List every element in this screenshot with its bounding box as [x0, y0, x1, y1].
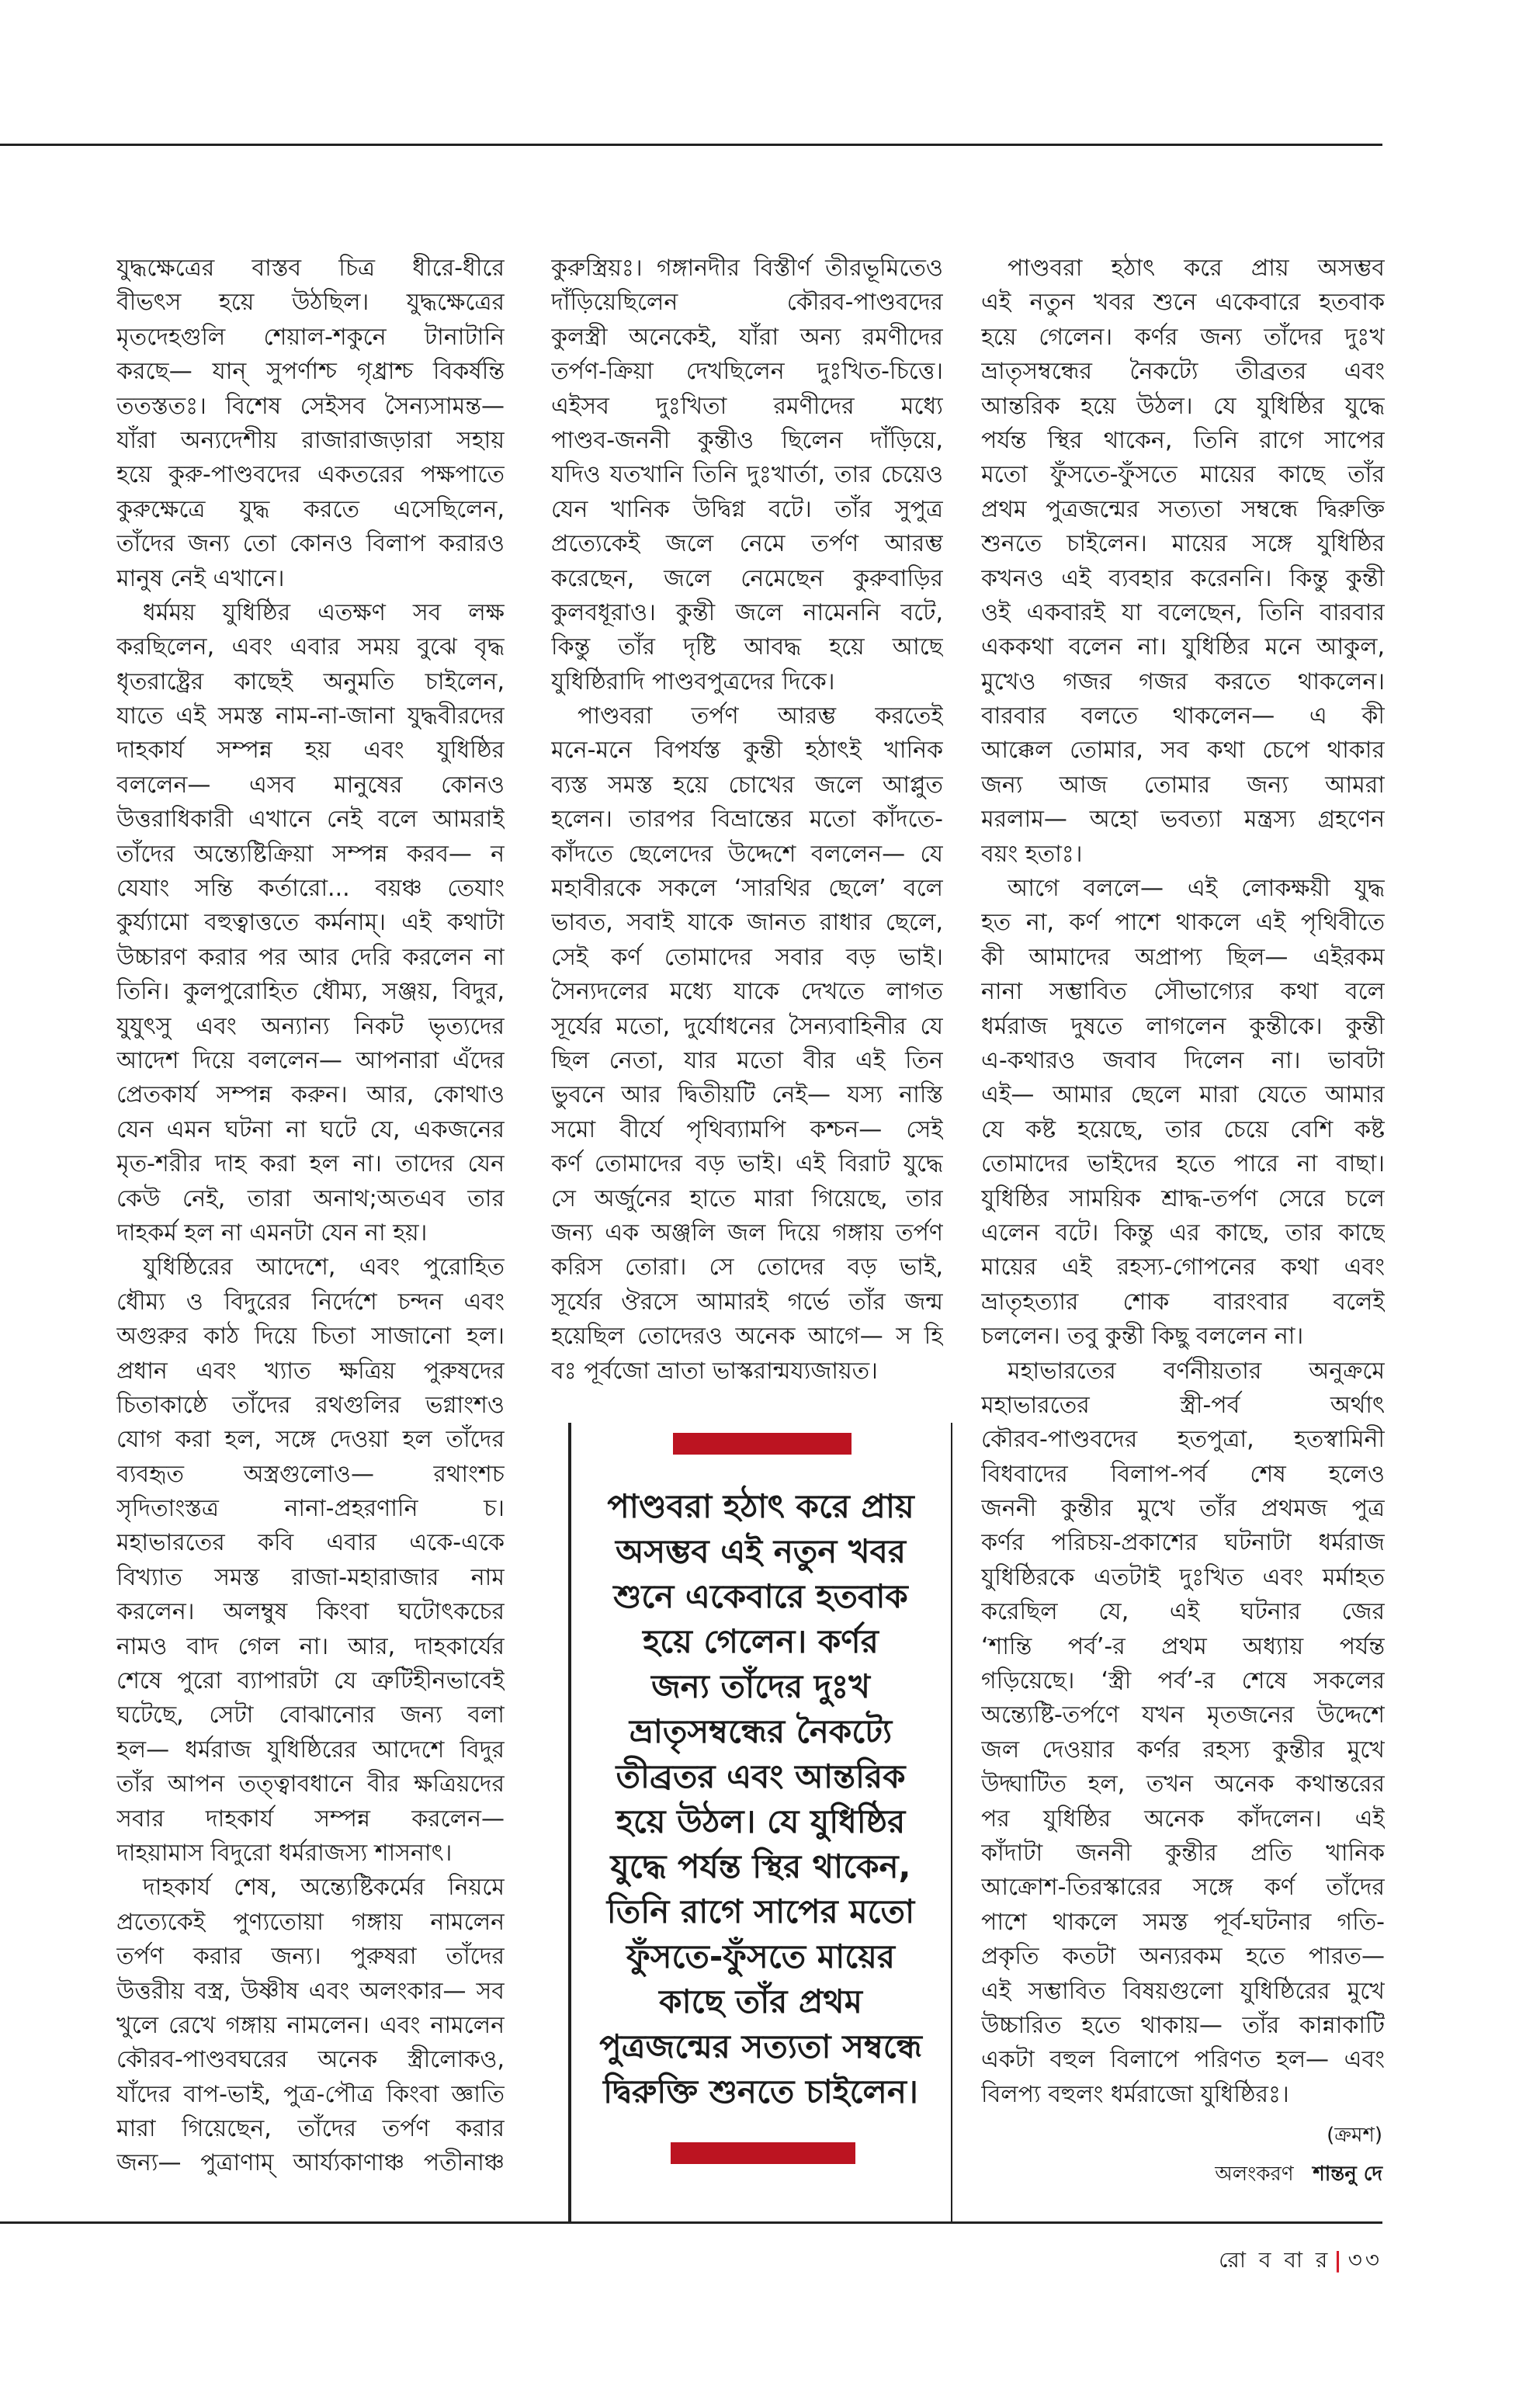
text-line: করলেন। অলম্বুষ কিংবা ঘটোৎকচের: [116, 1598, 505, 1626]
text-line: ছিল নেতা, যার মতো বীর এই তিন: [551, 1046, 943, 1074]
text-line: কৌরব-পাণ্ডবঘরের অনেক স্ত্রীলোকও,: [116, 2046, 505, 2074]
pull-quote-line: ফুঁসতে-ফুঁসতে মায়ের: [626, 1937, 895, 1975]
pull-quote-line: ভ্রাতৃসম্বন্ধের নৈকট্যে: [629, 1712, 893, 1750]
text-line: এ-কথারও জবাব দিলেন না। ভাবটা: [981, 1046, 1385, 1074]
text-line: মায়ের এই রহস্য-গোপনের কথা এবং: [981, 1254, 1385, 1281]
pull-quote-line: কাছে তাঁর প্রথম: [659, 1982, 862, 2020]
pull-quote-line: হয়ে উঠল। যে যুধিষ্ঠির: [616, 1802, 906, 1840]
text-line: এইসব দুঃখিতা রমণীদের মধ্যে: [551, 392, 943, 420]
text-line: বঃ পূর্বজো ভ্রাতা ভাস্করান্ময্যজায়ত।: [551, 1357, 878, 1385]
text-line: তোমাদের ভাইদের হতে পারে না বাছা।: [981, 1150, 1385, 1178]
credit-artist: শান্তনু দে: [1313, 2162, 1382, 2186]
text-line: ভ্রাতৃসম্বন্ধের নৈকট্যে তীব্রতর এবং: [981, 358, 1385, 386]
text-line: এলেন বটে। কিন্তু এর কাছে, তার কাছে: [981, 1219, 1385, 1247]
text-line: তর্পণ-ক্রিয়া দেখছিলেন দুঃখিত-চিত্তে।: [551, 358, 943, 386]
page-footer: [1219, 2243, 1382, 2280]
text-line: ব্যস্ত সমস্ত হয়ে চোখের জলে আপ্লুত: [551, 771, 943, 799]
pull-quote-line: তিনি রাগে সাপের মতো: [606, 1892, 915, 1930]
text-line: তাঁদের অন্ত্যেষ্টিক্রিয়া সম্পন্ন করব— ন: [116, 840, 505, 868]
text-line: পাণ্ডবরা হঠাৎ করে প্রায় অসম্ভব: [1008, 255, 1385, 282]
text-line: সূর্যের ঔরসে আমারই গর্ভে তাঁর জন্ম: [551, 1288, 943, 1316]
text-line: ততস্ততঃ। বিশেষ সেইসব সৈন্যসামন্ত—: [116, 392, 505, 420]
text-line: আগে বললে— এই লোকক্ষয়ী যুদ্ধ: [1008, 875, 1385, 903]
text-line: মরলাম— অহো ভবত্যা মন্ত্রস্য গ্রহণেন: [981, 806, 1385, 834]
text-line: ভুবনে আর দ্বিতীয়টি নেই— যস্য নাস্তি: [551, 1081, 943, 1109]
text-line: দাহকর্ম হল না এমনটা যেন না হয়।: [116, 1219, 428, 1247]
pull-quote-line: তীব্রতর এবং আন্তরিক: [616, 1757, 906, 1795]
text-line: পাণ্ডবরা তর্পণ আরম্ভ করতেই: [578, 702, 943, 730]
text-line: ওই একবারই যা বলেছেন, তিনি বারবার: [981, 598, 1385, 626]
text-line: মুখেও গজর গজর করতে থাকলেন।: [981, 668, 1385, 695]
text-line: যে কষ্ট হয়েছে, তার চেয়ে বেশি কষ্ট: [981, 1115, 1385, 1143]
text-line: কাঁদাটা জননী কুন্তীর প্রতি খানিক: [981, 1839, 1385, 1867]
text-line: করছিলেন, এবং এবার সময় বুঝে বৃদ্ধ: [116, 633, 505, 661]
text-line: মৃতদেহগুলি শেয়াল-শকুনে টানাটানি: [116, 323, 505, 351]
text-line: প্রেতকার্য সম্পন্ন করুন। আর, কোথাও: [116, 1081, 505, 1109]
bottom-rule: [0, 2221, 1382, 2224]
text-line: কৌরব-পাণ্ডবদের হতপুত্রা, হতস্বামিনী: [981, 1426, 1385, 1454]
pull-quote-left-rule: [568, 1423, 571, 2222]
text-line: ব্যবহৃত অস্ত্রগুলোও— রথাংশচ: [116, 1460, 505, 1488]
column-3: [981, 251, 1385, 2112]
text-line: শেষে পুরো ব্যাপারটা যে ত্রুটিহীনভাবেই: [116, 1667, 505, 1695]
text-line: প্রধান এবং খ্যাত ক্ষত্রিয় পুরুষদের: [116, 1357, 505, 1385]
text-line: বিলপ্য বহুলং ধর্মরাজো যুধিষ্ঠিরঃ।: [981, 2080, 1289, 2108]
text-line: আন্তরিক হয়ে উঠল। যে যুধিষ্ঠির যুদ্ধে: [981, 392, 1385, 420]
text-line: যেযাং সন্তি কর্তারো... বয়ঞ্চ তেযাং: [116, 875, 505, 903]
text-line: যদিও যতখানি তিনি দুঃখার্তা, তার চেয়েও: [551, 461, 943, 489]
text-line: ধৃতরাষ্ট্রের কাছেই অনুমতি চাইলেন,: [116, 668, 505, 695]
text-line: বললেন— এসব মানুষের কোনও: [116, 771, 505, 799]
text-line: যাতে এই সমস্ত নাম-না-জানা যুদ্ধবীরদের: [116, 702, 505, 730]
text-line: এই সম্ভাবিত বিষয়গুলো যুধিষ্ঠিরের মুখে: [981, 1977, 1385, 2005]
text-line: এই নতুন খবর শুনে একেবারে হতবাক: [981, 289, 1385, 317]
text-line: মনে-মনে বিপর্যস্ত কুন্তী হঠাৎই খানিক: [551, 737, 943, 765]
text-line: দাহকার্য শেষ, অন্ত্যেষ্টিকর্মের নিয়মে: [143, 1874, 505, 1902]
text-line: শুনতে চাইলেন। মায়ের সঙ্গে যুধিষ্ঠির: [981, 530, 1385, 558]
text-line: যুধিষ্ঠিরকে এতটাই দুঃখিত এবং মর্মাহত: [981, 1563, 1385, 1591]
text-line: ধর্মময় যুধিষ্ঠির এতক্ষণ সব লক্ষ: [143, 598, 505, 626]
text-line: কুর্য্যামো বহুত্বাত্ততে কর্মনাম্‌। এই কথাটা: [116, 909, 505, 937]
text-line: পাশে থাকলে সমস্ত পূর্ব-ঘটনার গতি-: [981, 1908, 1385, 1936]
text-line: আক্রোশ-তিরস্কারের সঙ্গে কর্ণ তাঁদের: [981, 1874, 1385, 1902]
text-line: হলেন। তারপর বিভ্রান্তের মতো কাঁদতে-: [551, 806, 943, 834]
pull-quote-line: দ্বিরুক্তি শুনতে চাইলেন।: [603, 2072, 918, 2110]
pull-quote-line: পুত্রজন্মের সত্যতা সম্বন্ধে: [599, 2027, 922, 2065]
text-line: যাঁদের বাপ-ভাই, পুত্র-পৌত্র কিংবা জ্ঞাতি: [116, 2080, 505, 2108]
text-line: চিতাকাষ্ঠে তাঁদের রথগুলির ভগ্নাংশও: [116, 1391, 505, 1419]
text-line: যেন খানিক উদ্বিগ্ন বটে। তাঁর সুপুত্র: [551, 495, 943, 523]
text-line: তর্পণ করার জন্য। পুরুষরা তাঁদের: [116, 1943, 505, 1971]
paragraph: [551, 699, 943, 1389]
text-line: কিন্তু তাঁর দৃষ্টি আবদ্ধ হয়ে আছে: [551, 633, 943, 661]
text-line: একটা বহুল বিলাপে পরিণত হল— এবং: [981, 2046, 1385, 2074]
text-line: নামও বাদ গেল না। আর, দাহকার্যের: [116, 1632, 505, 1660]
column-2: [551, 251, 943, 1389]
text-line: প্রকৃতি কতটা অন্যরকম হতে পারত—: [981, 1943, 1385, 1971]
text-line: মহাভারতের স্ত্রী-পর্ব অর্থাৎ: [981, 1391, 1385, 1419]
text-line: ভ্রাতৃহত্যার শোক বারংবার বলেই: [981, 1288, 1385, 1316]
text-line: কর্ণ তোমাদের বড় ভাই। এই বিরাট যুদ্ধে: [551, 1150, 943, 1178]
text-line: কাঁদতে ছেলেদের উদ্দেশে বললেন— যে: [551, 840, 943, 868]
pull-quote-line: শুনে একেবারে হতবাক: [613, 1577, 908, 1615]
pull-quote-line: অসম্ভব এই নতুন খবর: [615, 1532, 907, 1570]
text-line: উদ্ঘাটিত হল, তখন অনেক কথান্তরের: [981, 1770, 1385, 1798]
paragraph: [551, 251, 943, 699]
text-line: অগুরুর কাঠ দিয়ে চিতা সাজানো হল।: [116, 1323, 505, 1351]
paragraph: [116, 596, 505, 1250]
text-line: কুরুক্ষেত্রে যুদ্ধ করতে এসেছিলেন,: [116, 495, 505, 523]
text-line: ‘শান্তি পর্ব’-র প্রথম অধ্যায় পর্যন্ত: [981, 1632, 1385, 1660]
text-line: সূর্যের মতো, দুর্যোধনের সৈন্যবাহিনীর যে: [551, 1012, 943, 1040]
text-line: পর যুধিষ্ঠির অনেক কাঁদলেন। এই: [981, 1805, 1385, 1833]
paragraph: [981, 872, 1385, 1354]
text-line: কী আমাদের অপ্রাপ্য ছিল— এইরকম: [981, 943, 1385, 971]
text-line: করিস তোরা। সে তোদের বড় ভাই,: [551, 1254, 943, 1281]
text-line: কুলবধূরাও। কুন্তী জলে নামেননি বটে,: [551, 598, 943, 626]
text-line: মহাবীরকে সকলে ‘সারথির ছেলে’ বলে: [551, 875, 943, 903]
column-1: [116, 251, 505, 2181]
illustration-credit: [1215, 2158, 1382, 2192]
paragraph: [981, 251, 1385, 872]
text-line: তাঁর আপন তত্ত্বাবধানে বীর ক্ষত্রিয়দের: [116, 1770, 505, 1798]
text-line: করছে— যান্‌ সুপর্ণাশ্চ গৃধ্রাশ্চ বিকর্ষন্তি: [116, 358, 505, 386]
text-line: দাহকার্য সম্পন্ন হয় এবং যুধিষ্ঠির: [116, 737, 505, 765]
text-line: কেউ নেই, তারা অনাথ;অতএব তার: [116, 1184, 505, 1212]
text-line: বয়ং হতাঃ।: [981, 840, 1083, 868]
text-line: এই— আমার ছেলে মারা যেতে আমার: [981, 1081, 1385, 1109]
text-line: পাণ্ডব-জননী কুন্তীও ছিলেন দাঁড়িয়ে,: [551, 426, 943, 454]
text-line: এককথা বলেন না। যুধিষ্ঠির মনে আকুল,: [981, 633, 1385, 661]
text-line: ধর্মরাজ দুষতে লাগলেন কুন্তীকে। কুন্তী: [981, 1012, 1385, 1040]
paragraph: [116, 1250, 505, 1871]
pull-quote-line: হয়ে গেলেন। কর্ণর: [643, 1622, 879, 1660]
text-line: দাঁড়িয়েছিলেন কৌরব-পাণ্ডবদের: [551, 289, 943, 317]
text-line: উত্তরীয় বস্ত্র, উষ্ণীষ এবং অলংকার— সব: [116, 1977, 505, 2005]
text-line: তিনি। কুলপুরোহিত ধৌম্য, সঞ্জয়, বিদুর,: [116, 978, 505, 1006]
text-line: সে অর্জুনের হাতে মারা গিয়েছে, তার: [551, 1184, 943, 1212]
text-line: আদেশ দিয়ে বললেন— আপনারা এঁদের: [116, 1046, 505, 1074]
text-line: গড়িয়েছে। ‘স্ত্রী পর্ব’-র শেষে সকলের: [981, 1667, 1385, 1695]
pull-quote-line: যুদ্ধে পর্যন্ত স্থির থাকেন,: [610, 1847, 911, 1885]
pull-quote-line: পাণ্ডবরা হঠাৎ করে প্রায়: [607, 1487, 914, 1525]
text-line: আক্কেল তোমার, সব কথা চেপে থাকার: [981, 737, 1385, 765]
text-line: যুযুৎসু এবং অন্যান্য নিকট ভৃত্যদের: [116, 1012, 505, 1040]
text-line: বিখ্যাত সমস্ত রাজা-মহারাজার নাম: [116, 1563, 505, 1591]
text-line: অন্ত্যেষ্টি-তর্পণে যখন মৃতজনের উদ্দেশে: [981, 1701, 1385, 1729]
text-line: মহাভারতের বর্ণনীয়তার অনুক্রমে: [1008, 1357, 1385, 1385]
text-line: ভাবত, সবাই যাকে জানত রাধার ছেলে,: [551, 909, 943, 937]
page-number: ৩৩: [1348, 2247, 1382, 2273]
text-line: যুধিষ্ঠিরের আদেশে, এবং পুরোহিত: [143, 1254, 505, 1281]
paragraph: [981, 1354, 1385, 2113]
text-line: উচ্চারিত হতে থাকায়— তাঁর কান্নাকাটি: [981, 2011, 1385, 2039]
text-line: যোগ করা হল, সঙ্গে দেওয়া হল তাঁদের: [116, 1426, 505, 1454]
text-line: সৈন্যদলের মধ্যে যাকে দেখতে লাগত: [551, 978, 943, 1006]
text-line: হত না, কর্ণ পাশে থাকলে এই পৃথিবীতে: [981, 909, 1385, 937]
text-line: ধৌম্য ও বিদুরের নির্দেশে চন্দন এবং: [116, 1288, 505, 1316]
pull-quote-line: জন্য তাঁদের দুঃখ: [651, 1667, 870, 1705]
text-line: কুলস্ত্রী অনেকেই, যাঁরা অন্য রমণীদের: [551, 323, 943, 351]
text-line: চললেন। তবু কুন্তী কিছু বললেন না।: [981, 1323, 1304, 1351]
text-line: বিধবাদের বিলাপ-পর্ব শেষ হলেও: [981, 1460, 1385, 1488]
text-line: প্রত্যেকেই জলে নেমে তর্পণ আরম্ভ: [551, 530, 943, 558]
text-line: মহাভারতের কবি এবার একে-একে: [116, 1529, 505, 1557]
text-line: জল দেওয়ার কর্ণর রহস্য কুন্তীর মুখে: [981, 1736, 1385, 1764]
text-line: যুদ্ধক্ষেত্রের বাস্তব চিত্র ধীরে-ধীরে: [116, 255, 505, 282]
text-line: জন্য— পুত্রাণাম্‌ আর্য্যকাণাঞ্চ পতীনাঞ্চ: [116, 2149, 505, 2177]
text-line: মানুষ নেই এখানে।: [116, 564, 285, 592]
top-rule: [0, 144, 1382, 146]
paragraph: [116, 1871, 505, 2181]
text-line: জননী কুন্তীর মুখে তাঁর প্রথমজ পুত্র: [981, 1495, 1385, 1523]
text-line: উত্তরাধিকারী এখানে নেই বলে আমরাই: [116, 806, 505, 834]
text-line: জন্য এক অঞ্জলি জল দিয়ে গঙ্গায় তর্পণ: [551, 1219, 943, 1247]
text-line: যাঁরা অন্যদেশীয় রাজারাজড়ারা সহায়: [116, 426, 505, 454]
text-line: সৃদিতাংস্তত্র নানা-প্রহরণানি চ।: [116, 1495, 505, 1523]
pull-quote-bottom-bar: [671, 2142, 855, 2164]
text-line: যুধিষ্ঠিরাদি পাণ্ডবপুত্রদের দিকে।: [551, 668, 835, 695]
text-line: মৃত-শরীর দাহ করা হল না। তাদের যেন: [116, 1150, 505, 1178]
text-line: করেছিল যে, এই ঘটনার জের: [981, 1598, 1385, 1626]
text-line: জন্য আজ তোমার জন্য আমরা: [981, 771, 1385, 799]
text-line: কর্ণর পরিচয়-প্রকাশের ঘটনাটা ধর্মরাজ: [981, 1529, 1385, 1557]
footer-separator: |: [1334, 2247, 1345, 2273]
text-line: হয়ে কুরু-পাণ্ডবদের একতরের পক্ষপাতে: [116, 461, 505, 489]
paragraph: [116, 251, 505, 596]
text-line: করেছেন, জলে নেমেছেন কুরুবাড়ির: [551, 564, 943, 592]
magazine-name: রো ব বা র: [1219, 2247, 1331, 2273]
text-line: মারা গিয়েছেন, তাঁদের তর্পণ করার: [116, 2115, 505, 2143]
text-line: সমো বীর্যে পৃথিব্যামপি কশ্চন— সেই: [551, 1115, 943, 1143]
text-line: ঘটেছে, সেটা বোঝানোর জন্য বলা: [116, 1701, 505, 1729]
pull-quote: [574, 1484, 947, 2114]
text-line: হল— ধর্মরাজ যুধিষ্ঠিরের আদেশে বিদুর: [116, 1736, 505, 1764]
text-line: প্রথম পুত্রজন্মের সত্যতা সম্বন্ধে দ্বিরুক্তি: [981, 495, 1385, 523]
text-line: যুধিষ্ঠির সাময়িক শ্রাদ্ধ-তর্পণ সেরে চলে: [981, 1184, 1385, 1212]
column-divider: [951, 1423, 952, 2222]
text-line: উচ্চারণ করার পর আর দেরি করলেন না: [116, 943, 505, 971]
text-line: খুলে রেখে গঙ্গায় নামলেন। এবং নামলেন: [116, 2011, 505, 2039]
text-line: বীভৎস হয়ে উঠছিল। যুদ্ধক্ষেত্রের: [116, 289, 505, 317]
continued-label: (ক্রমশ): [1327, 2124, 1382, 2147]
text-line: তাঁদের জন্য তো কোনও বিলাপ করারও: [116, 530, 505, 558]
text-line: প্রত্যেকেই পুণ্যতোয়া গঙ্গায় নামলেন: [116, 1908, 505, 1936]
text-line: হয়ে গেলেন। কর্ণর জন্য তাঁদের দুঃখ: [981, 323, 1385, 351]
text-line: কখনও এই ব্যবহার করেননি। কিন্তু কুন্তী: [981, 564, 1385, 592]
text-line: পর্যন্ত স্থির থাকেন, তিনি রাগে সাপের: [981, 426, 1385, 454]
text-line: মতো ফুঁসতে-ফুঁসতে মায়ের কাছে তাঁর: [981, 461, 1385, 489]
pull-quote-top-bar: [673, 1433, 852, 1455]
text-line: কুরুস্ত্রিয়ঃ। গঙ্গানদীর বিস্তীর্ণ তীরভূমিতেও: [551, 255, 943, 282]
credit-label: অলংকরণ: [1215, 2162, 1294, 2186]
text-line: নানা সম্ভাবিত সৌভাগ্যের কথা বলে: [981, 978, 1385, 1006]
text-line: হয়েছিল তোদেরও অনেক আগে— স হি: [551, 1323, 943, 1351]
text-line: যেন এমন ঘটনা না ঘটে যে, একজনের: [116, 1115, 505, 1143]
text-line: বারবার বলতে থাকলেন— এ কী: [981, 702, 1385, 730]
text-line: সেই কর্ণ তোমাদের সবার বড় ভাই।: [551, 943, 943, 971]
text-line: সবার দাহকার্য সম্পন্ন করলেন—: [116, 1805, 505, 1833]
text-line: দাহয়ামাস বিদুরো ধর্মরাজস্য শাসনাৎ।: [116, 1839, 453, 1867]
